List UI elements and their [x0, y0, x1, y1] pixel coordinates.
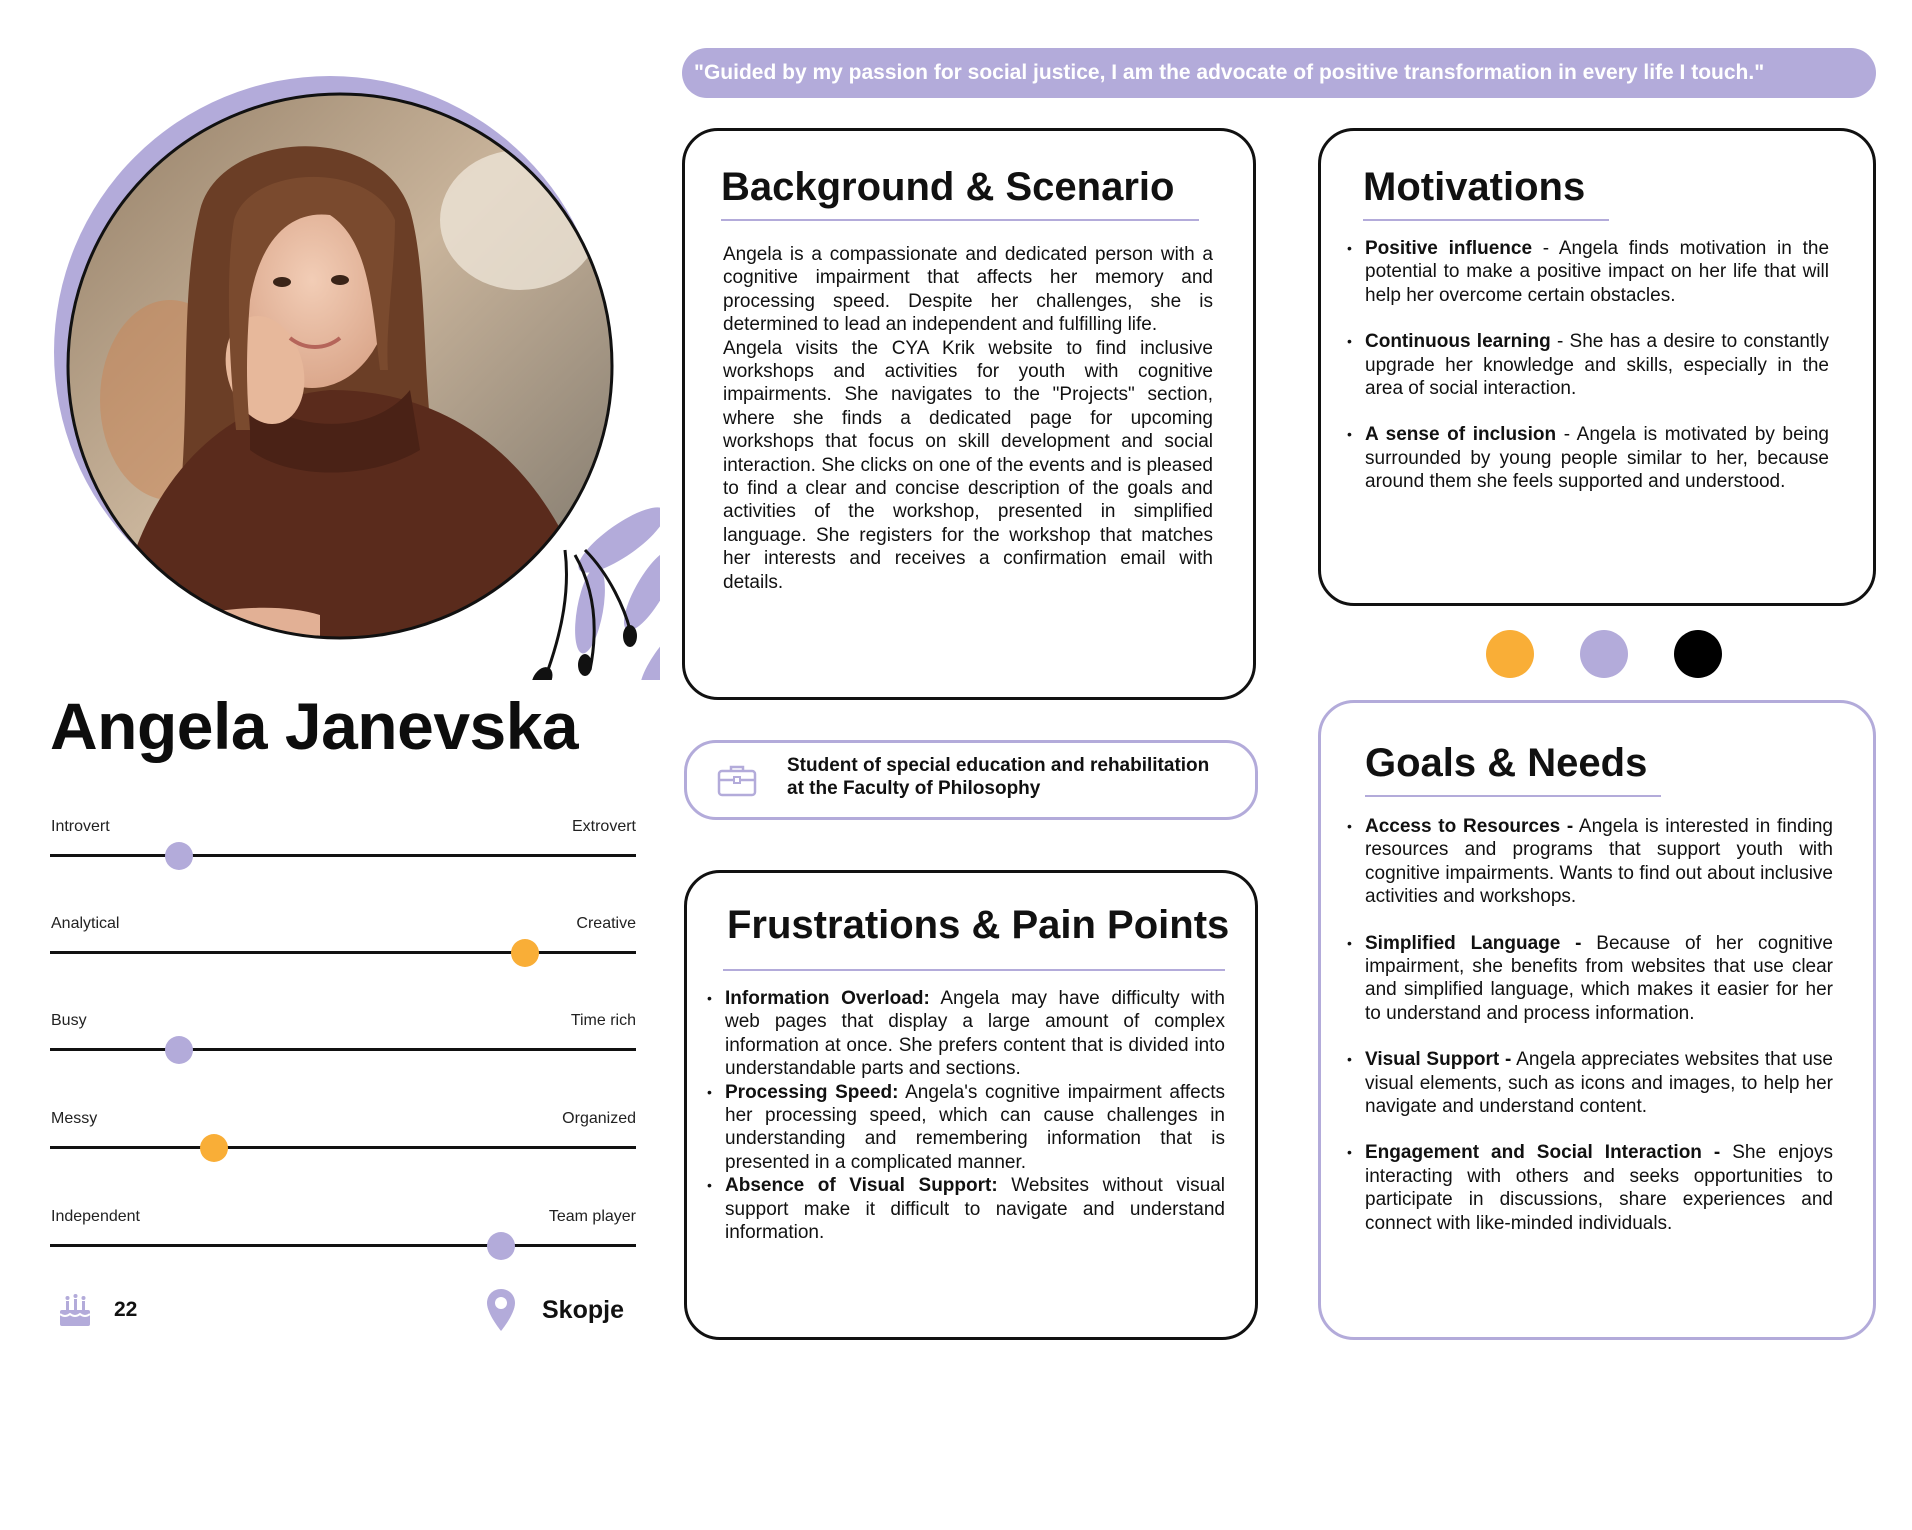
- city-value: Skopje: [542, 1296, 624, 1324]
- age-location-row: [58, 1288, 658, 1340]
- slider-track: [50, 951, 636, 954]
- item-term: Access to Resources -: [1365, 816, 1574, 837]
- slider-knob[interactable]: [165, 842, 193, 870]
- palette-dot-orange: [1486, 630, 1534, 678]
- title-underline: [1365, 795, 1661, 797]
- slider-track: [50, 1244, 636, 1247]
- trait-right-label: Team player: [548, 1208, 636, 1225]
- title-underline: [723, 969, 1225, 971]
- persona-name: Angela Janevska: [50, 689, 579, 763]
- item-text: Angela may have difficulty with web pages that display a large amount of complex information at once. She prefers content that is divided into understandable parts and sections.: [725, 988, 1225, 1080]
- cake-icon: [58, 1292, 92, 1328]
- slider-knob[interactable]: [200, 1134, 228, 1162]
- trait-right-label: Extrovert: [571, 818, 636, 835]
- list-item: [1365, 1048, 1833, 1118]
- trait-slider-messy-organized[interactable]: [50, 1110, 636, 1170]
- trait-slider-analytical-creative[interactable]: [50, 915, 636, 975]
- trait-left-label: Introvert: [51, 818, 110, 835]
- title-underline: [721, 219, 1199, 221]
- item-term: Engagement and Social Interaction -: [1365, 1142, 1721, 1164]
- goals-list: [1365, 815, 1833, 1235]
- item-text: Angela appreciates websites that use visual elements, such as icons and images, to help her navigate and understand content.: [1365, 1049, 1833, 1118]
- trait-left-label: Messy: [51, 1110, 98, 1127]
- quote-banner: "Guided by my passion for social justice, I am the advocate of positive transformation in every life I touch.": [682, 48, 1876, 98]
- slider-knob[interactable]: [487, 1232, 515, 1260]
- slider-knob[interactable]: [511, 939, 539, 967]
- age-value: 22: [114, 1298, 138, 1321]
- list-item: [1365, 815, 1833, 909]
- background-scenario-card: [682, 128, 1256, 700]
- trait-left-label: Busy: [51, 1012, 87, 1029]
- background-title: Background & Scenario: [721, 165, 1175, 209]
- list-item: [1365, 237, 1829, 307]
- list-item: [725, 1174, 1225, 1244]
- location-pin-icon: [486, 1288, 516, 1332]
- item-text: - She has a desire to constantly upgrade her knowledge and skills, especially in the area of social interaction.: [1365, 331, 1829, 400]
- item-term: Simplified Language -: [1365, 932, 1582, 954]
- item-term: Positive influence: [1365, 238, 1533, 259]
- list-item: [1365, 932, 1833, 1026]
- trait-left-label: Independent: [51, 1208, 140, 1225]
- frustrations-title: Frustrations & Pain Points: [727, 903, 1230, 947]
- palette-dot-black: [1674, 630, 1722, 678]
- persona-portrait: [50, 70, 660, 680]
- occupation-box: [684, 740, 1258, 820]
- briefcase-icon: [717, 763, 757, 797]
- item-text: Websites without visual support make it difficult to navigate and understand information.: [725, 1175, 1225, 1244]
- item-text: Because of her cognitive impairment, she benefits from websites that use clear and simplified language, which makes it easier for her to understand and process information.: [1365, 932, 1833, 1024]
- trait-right-label: Organized: [562, 1110, 636, 1127]
- slider-knob[interactable]: [165, 1036, 193, 1064]
- list-item: [1365, 1141, 1833, 1235]
- trait-right-label: Time rich: [570, 1012, 636, 1029]
- background-paragraph: Angela is a compassionate and dedicated person with a cognitive impairment that affects her memory and processing speed. Despite her challenges, she is determined to lead an independent and fulfilling life.: [723, 244, 1213, 336]
- item-text: - Angela finds motivation in the potential to make a positive impact on her life that will help her overcome certain obstacles.: [1365, 238, 1830, 306]
- trait-slider-busy-time-rich[interactable]: [50, 1012, 636, 1072]
- palette-dot-lavender: [1580, 630, 1628, 678]
- frustrations-card: [684, 870, 1258, 1340]
- list-item: [1365, 423, 1829, 493]
- item-term: A sense of inclusion: [1365, 424, 1557, 446]
- item-term: Visual Support -: [1365, 1049, 1512, 1071]
- motivations-title: Motivations: [1363, 165, 1586, 209]
- frustrations-list: [725, 987, 1225, 1244]
- background-paragraph: Angela visits the CYA Krik website to find inclusive workshops and activities for youth with cognitive impairments. She navigates to the "Projects" section, where she finds a dedicated page for upcoming workshops that focus on skill development and social interaction. She clicks on one of the events and is pleased to find a clear and concise description of the goals and activities of the workshop, presented in simplified language. She registers for the workshop that matches her interests and receives a confirmation email with details.: [723, 337, 1213, 593]
- item-text: - Angela is motivated by being surrounded by young people similar to her, because around them she feels supported and understood.: [1365, 424, 1830, 493]
- list-item: [725, 1081, 1225, 1175]
- occupation-text: Student of special education and rehabilitation at the Faculty of Philosophy: [787, 755, 1210, 799]
- item-term: Absence of Visual Support:: [725, 1175, 998, 1197]
- motivations-list: [1365, 237, 1829, 494]
- title-underline: [1363, 219, 1609, 221]
- item-text: Angela's cognitive impairment affects her processing speed, which can cause challenges in understanding and remembering information that is presented in a complicated manner.: [725, 1081, 1225, 1173]
- item-text: Angela is interested in finding resources and programs that support youth with cognitive impairments. Wants to find out about inclusive activities and workshops.: [1365, 816, 1833, 908]
- slider-track: [50, 1146, 636, 1149]
- background-text: [723, 243, 1213, 594]
- goals-needs-card: [1318, 700, 1876, 1340]
- list-item: [1365, 330, 1829, 400]
- trait-slider-independent-team-player[interactable]: [50, 1208, 636, 1268]
- goals-title: Goals & Needs: [1365, 741, 1648, 785]
- item-term: Processing Speed:: [725, 1081, 899, 1103]
- item-text: She enjoys interacting with others and seeks opportunities to participate in discussions, share experiences and connect with like-minded individuals.: [1365, 1142, 1833, 1234]
- item-term: Continuous learning: [1365, 331, 1551, 353]
- trait-slider-introvert-extrovert[interactable]: [50, 818, 636, 878]
- trait-right-label: Creative: [576, 915, 636, 932]
- list-item: [725, 987, 1225, 1081]
- slider-track: [50, 854, 636, 857]
- slider-track: [50, 1048, 636, 1051]
- trait-left-label: Analytical: [51, 915, 120, 932]
- item-term: Information Overload:: [725, 988, 930, 1009]
- motivations-card: [1318, 128, 1876, 606]
